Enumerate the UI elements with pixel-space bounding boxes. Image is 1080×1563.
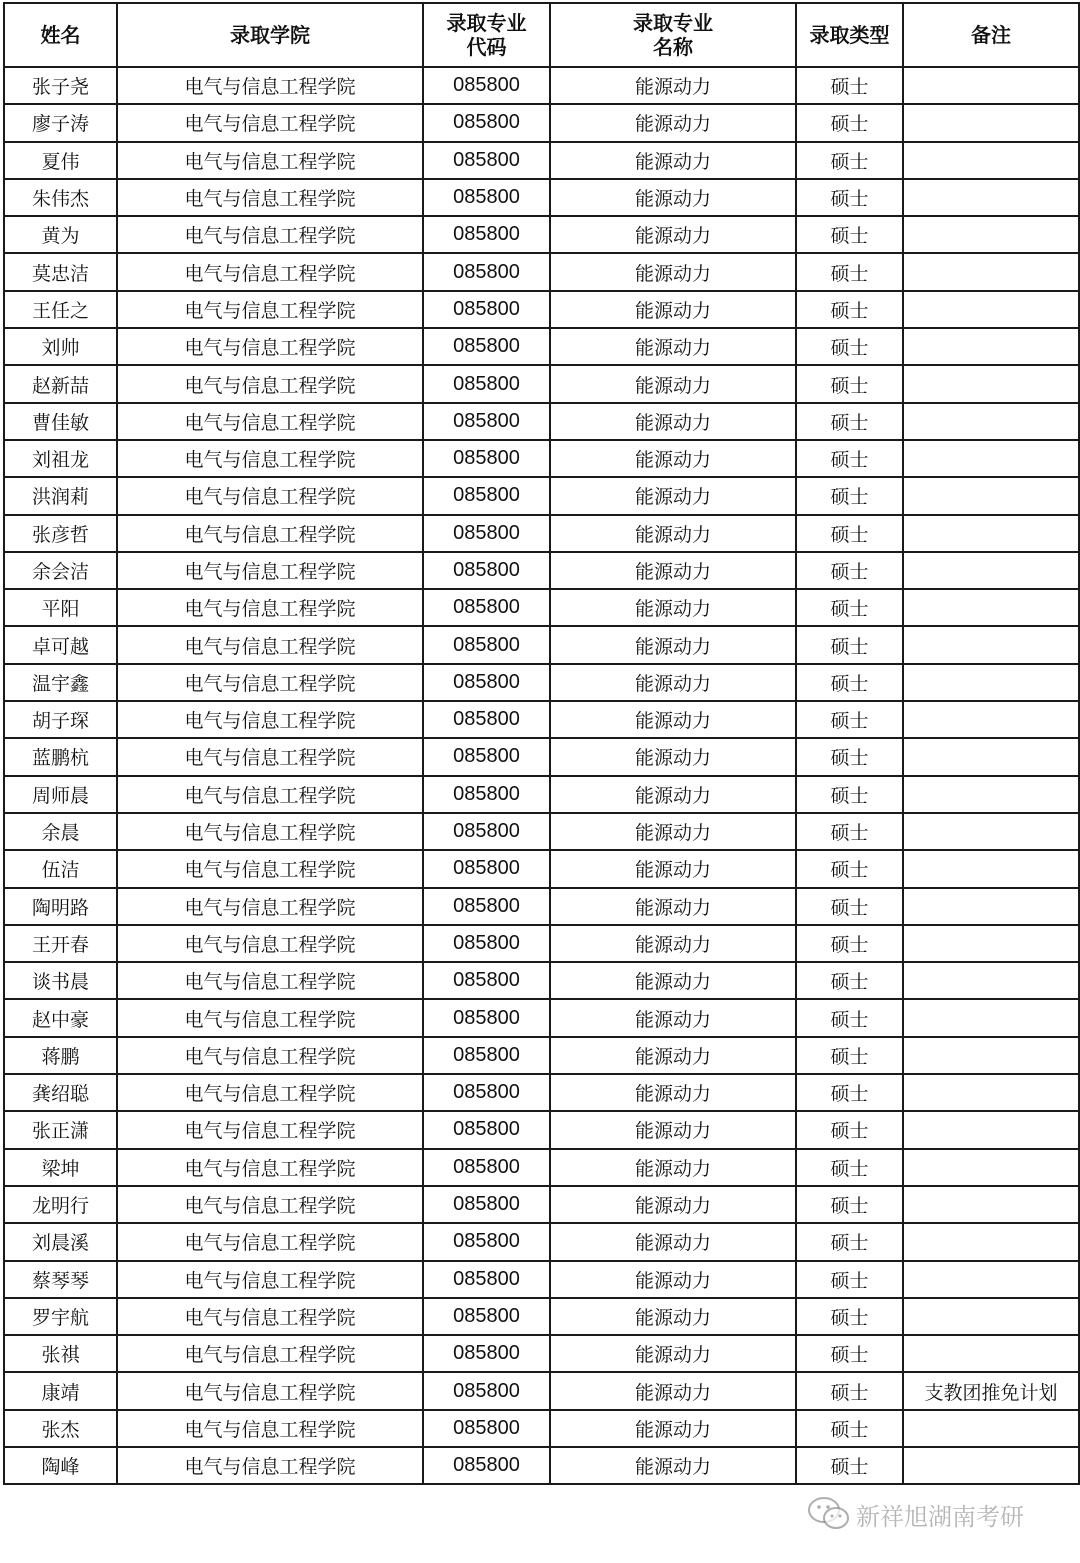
cell-college: 电气与信息工程学院	[117, 142, 423, 179]
cell-major: 能源动力	[550, 253, 796, 290]
cell-code: 085800	[423, 776, 550, 813]
cell-type: 硕士	[796, 813, 903, 850]
cell-major: 能源动力	[550, 1372, 796, 1409]
cell-code: 085800	[423, 515, 550, 552]
table-header	[4, 3, 1079, 67]
cell-major: 能源动力	[550, 142, 796, 179]
cell-major: 能源动力	[550, 626, 796, 663]
cell-code: 085800	[423, 1074, 550, 1111]
cell-note	[903, 1149, 1079, 1186]
cell-major: 能源动力	[550, 1298, 796, 1335]
table-row	[4, 626, 1079, 663]
table-row	[4, 477, 1079, 514]
cell-name: 曹佳敏	[4, 403, 117, 440]
cell-type: 硕士	[796, 67, 903, 104]
table-row	[4, 589, 1079, 626]
cell-college: 电气与信息工程学院	[117, 701, 423, 738]
cell-college: 电气与信息工程学院	[117, 1186, 423, 1223]
cell-type: 硕士	[796, 925, 903, 962]
cell-name: 张祺	[4, 1335, 117, 1372]
table-row	[4, 552, 1079, 589]
header-major	[550, 3, 796, 67]
cell-name: 龙明行	[4, 1186, 117, 1223]
header-college: 录取学院	[117, 3, 423, 67]
cell-major: 能源动力	[550, 515, 796, 552]
table-row	[4, 850, 1079, 887]
cell-major: 能源动力	[550, 477, 796, 514]
header-note: 备注	[903, 3, 1079, 67]
cell-note	[903, 440, 1079, 477]
cell-code: 085800	[423, 1223, 550, 1260]
cell-note	[903, 1410, 1079, 1447]
cell-type: 硕士	[796, 701, 903, 738]
cell-name: 蓝鹏杭	[4, 738, 117, 775]
cell-major: 能源动力	[550, 1037, 796, 1074]
table-row	[4, 1074, 1079, 1111]
cell-name: 赵新喆	[4, 365, 117, 402]
cell-type: 硕士	[796, 776, 903, 813]
cell-name: 赵中豪	[4, 999, 117, 1036]
cell-type: 硕士	[796, 1149, 903, 1186]
cell-college: 电气与信息工程学院	[117, 365, 423, 402]
cell-major: 能源动力	[550, 925, 796, 962]
cell-major: 能源动力	[550, 1335, 796, 1372]
cell-name: 张杰	[4, 1410, 117, 1447]
cell-name: 刘晨溪	[4, 1223, 117, 1260]
cell-note	[903, 67, 1079, 104]
cell-note	[903, 589, 1079, 626]
cell-code: 085800	[423, 962, 550, 999]
cell-name: 谈书晨	[4, 962, 117, 999]
cell-type: 硕士	[796, 1298, 903, 1335]
cell-major: 能源动力	[550, 589, 796, 626]
cell-code: 085800	[423, 440, 550, 477]
cell-type: 硕士	[796, 1410, 903, 1447]
cell-name: 周师晨	[4, 776, 117, 813]
cell-name: 张正潇	[4, 1111, 117, 1148]
cell-code: 085800	[423, 626, 550, 663]
cell-college: 电气与信息工程学院	[117, 291, 423, 328]
cell-college: 电气与信息工程学院	[117, 440, 423, 477]
table-row	[4, 403, 1079, 440]
cell-major: 能源动力	[550, 701, 796, 738]
cell-major: 能源动力	[550, 104, 796, 141]
table-row	[4, 1298, 1079, 1335]
watermark	[806, 1494, 1056, 1534]
cell-college: 电气与信息工程学院	[117, 515, 423, 552]
cell-code: 085800	[423, 365, 550, 402]
cell-note	[903, 515, 1079, 552]
cell-type: 硕士	[796, 962, 903, 999]
cell-major: 能源动力	[550, 1149, 796, 1186]
cell-major: 能源动力	[550, 403, 796, 440]
table-row	[4, 776, 1079, 813]
cell-code: 085800	[423, 888, 550, 925]
cell-college: 电气与信息工程学院	[117, 1298, 423, 1335]
cell-name: 黄为	[4, 216, 117, 253]
cell-type: 硕士	[796, 142, 903, 179]
table-row	[4, 67, 1079, 104]
table-row	[4, 440, 1079, 477]
cell-note	[903, 738, 1079, 775]
cell-major: 能源动力	[550, 738, 796, 775]
cell-name: 罗宇航	[4, 1298, 117, 1335]
cell-code: 085800	[423, 477, 550, 514]
cell-note	[903, 142, 1079, 179]
table-row	[4, 962, 1079, 999]
cell-major: 能源动力	[550, 776, 796, 813]
cell-college: 电气与信息工程学院	[117, 664, 423, 701]
cell-name: 洪润莉	[4, 477, 117, 514]
cell-major: 能源动力	[550, 440, 796, 477]
cell-college: 电气与信息工程学院	[117, 477, 423, 514]
cell-college: 电气与信息工程学院	[117, 1111, 423, 1148]
cell-type: 硕士	[796, 626, 903, 663]
cell-name: 龚绍聪	[4, 1074, 117, 1111]
cell-note	[903, 1298, 1079, 1335]
cell-code: 085800	[423, 738, 550, 775]
cell-major: 能源动力	[550, 67, 796, 104]
table-row	[4, 179, 1079, 216]
cell-type: 硕士	[796, 403, 903, 440]
table-row	[4, 1447, 1079, 1484]
cell-college: 电气与信息工程学院	[117, 253, 423, 290]
cell-note	[903, 477, 1079, 514]
cell-name: 蒋鹏	[4, 1037, 117, 1074]
cell-type: 硕士	[796, 104, 903, 141]
cell-note	[903, 104, 1079, 141]
table-row	[4, 999, 1079, 1036]
watermark-text: 新祥旭湖南考研	[856, 1502, 1024, 1531]
cell-college: 电气与信息工程学院	[117, 1372, 423, 1409]
cell-major: 能源动力	[550, 962, 796, 999]
cell-code: 085800	[423, 1447, 550, 1484]
cell-college: 电气与信息工程学院	[117, 67, 423, 104]
cell-type: 硕士	[796, 1186, 903, 1223]
cell-note	[903, 291, 1079, 328]
cell-code: 085800	[423, 925, 550, 962]
cell-note	[903, 664, 1079, 701]
header-row	[4, 3, 1079, 67]
cell-name: 廖子涛	[4, 104, 117, 141]
cell-type: 硕士	[796, 1074, 903, 1111]
table-row	[4, 365, 1079, 402]
cell-code: 085800	[423, 552, 550, 589]
table-row	[4, 216, 1079, 253]
cell-college: 电气与信息工程学院	[117, 738, 423, 775]
cell-type: 硕士	[796, 552, 903, 589]
cell-college: 电气与信息工程学院	[117, 1410, 423, 1447]
cell-type: 硕士	[796, 291, 903, 328]
cell-note	[903, 328, 1079, 365]
cell-note	[903, 962, 1079, 999]
cell-type: 硕士	[796, 1037, 903, 1074]
table-row	[4, 104, 1079, 141]
cell-name: 余晨	[4, 813, 117, 850]
admission-table	[3, 2, 1080, 1485]
cell-name: 陶明路	[4, 888, 117, 925]
cell-code: 085800	[423, 216, 550, 253]
cell-college: 电气与信息工程学院	[117, 888, 423, 925]
cell-college: 电气与信息工程学院	[117, 962, 423, 999]
cell-type: 硕士	[796, 1223, 903, 1260]
cell-note	[903, 626, 1079, 663]
cell-college: 电气与信息工程学院	[117, 1037, 423, 1074]
cell-note	[903, 179, 1079, 216]
cell-code: 085800	[423, 179, 550, 216]
cell-type: 硕士	[796, 664, 903, 701]
table-row	[4, 701, 1079, 738]
cell-college: 电气与信息工程学院	[117, 403, 423, 440]
header-major-text: 录取专业名称	[633, 11, 713, 59]
cell-major: 能源动力	[550, 999, 796, 1036]
cell-major: 能源动力	[550, 664, 796, 701]
table-row	[4, 664, 1079, 701]
cell-type: 硕士	[796, 1111, 903, 1148]
cell-code: 085800	[423, 1037, 550, 1074]
cell-major: 能源动力	[550, 328, 796, 365]
cell-major: 能源动力	[550, 888, 796, 925]
cell-major: 能源动力	[550, 1410, 796, 1447]
cell-name: 刘帅	[4, 328, 117, 365]
cell-type: 硕士	[796, 477, 903, 514]
cell-code: 085800	[423, 850, 550, 887]
table-row	[4, 813, 1079, 850]
cell-code: 085800	[423, 142, 550, 179]
cell-type: 硕士	[796, 1261, 903, 1298]
cell-code: 085800	[423, 253, 550, 290]
cell-note	[903, 701, 1079, 738]
cell-note	[903, 1261, 1079, 1298]
table-row	[4, 328, 1079, 365]
cell-college: 电气与信息工程学院	[117, 1335, 423, 1372]
cell-college: 电气与信息工程学院	[117, 179, 423, 216]
header-code-text: 录取专业代码	[446, 11, 527, 59]
cell-type: 硕士	[796, 738, 903, 775]
cell-type: 硕士	[796, 328, 903, 365]
cell-major: 能源动力	[550, 291, 796, 328]
cell-code: 085800	[423, 589, 550, 626]
cell-note	[903, 1223, 1079, 1260]
cell-code: 085800	[423, 664, 550, 701]
cell-note	[903, 1037, 1079, 1074]
table-row	[4, 253, 1079, 290]
cell-type: 硕士	[796, 888, 903, 925]
header-type: 录取类型	[796, 3, 903, 67]
table-body	[4, 67, 1079, 1484]
cell-name: 梁坤	[4, 1149, 117, 1186]
cell-college: 电气与信息工程学院	[117, 1223, 423, 1260]
cell-name: 莫忠洁	[4, 253, 117, 290]
cell-type: 硕士	[796, 999, 903, 1036]
cell-note	[903, 850, 1079, 887]
cell-code: 085800	[423, 67, 550, 104]
cell-code: 085800	[423, 1261, 550, 1298]
cell-major: 能源动力	[550, 1186, 796, 1223]
cell-name: 平阳	[4, 589, 117, 626]
cell-code: 085800	[423, 104, 550, 141]
cell-note	[903, 1186, 1079, 1223]
cell-college: 电气与信息工程学院	[117, 776, 423, 813]
table-row	[4, 1223, 1079, 1260]
cell-note	[903, 216, 1079, 253]
cell-college: 电气与信息工程学院	[117, 1447, 423, 1484]
cell-code: 085800	[423, 328, 550, 365]
cell-note	[903, 1447, 1079, 1484]
cell-major: 能源动力	[550, 1447, 796, 1484]
cell-major: 能源动力	[550, 216, 796, 253]
table-row	[4, 925, 1079, 962]
cell-major: 能源动力	[550, 850, 796, 887]
table-row	[4, 1410, 1079, 1447]
cell-code: 085800	[423, 1149, 550, 1186]
cell-major: 能源动力	[550, 179, 796, 216]
cell-name: 余会洁	[4, 552, 117, 589]
cell-note	[903, 999, 1079, 1036]
cell-college: 电气与信息工程学院	[117, 626, 423, 663]
table-row	[4, 888, 1079, 925]
table-row	[4, 291, 1079, 328]
cell-name: 卓可越	[4, 626, 117, 663]
cell-note	[903, 813, 1079, 850]
cell-college: 电气与信息工程学院	[117, 999, 423, 1036]
header-name: 姓名	[4, 3, 117, 67]
cell-name: 夏伟	[4, 142, 117, 179]
cell-college: 电气与信息工程学院	[117, 1261, 423, 1298]
cell-type: 硕士	[796, 365, 903, 402]
cell-type: 硕士	[796, 1335, 903, 1372]
header-code	[423, 3, 550, 67]
table-row	[4, 1335, 1079, 1372]
cell-note	[903, 552, 1079, 589]
cell-note: 支教团推免计划	[903, 1372, 1079, 1409]
cell-name: 胡子琛	[4, 701, 117, 738]
cell-code: 085800	[423, 1298, 550, 1335]
cell-college: 电气与信息工程学院	[117, 216, 423, 253]
cell-name: 朱伟杰	[4, 179, 117, 216]
cell-code: 085800	[423, 999, 550, 1036]
cell-college: 电气与信息工程学院	[117, 589, 423, 626]
table-row	[4, 1372, 1079, 1409]
cell-code: 085800	[423, 1186, 550, 1223]
cell-note	[903, 253, 1079, 290]
cell-note	[903, 1074, 1079, 1111]
cell-type: 硕士	[796, 253, 903, 290]
cell-name: 王开春	[4, 925, 117, 962]
cell-college: 电气与信息工程学院	[117, 328, 423, 365]
table-row	[4, 1186, 1079, 1223]
table-row	[4, 142, 1079, 179]
table-row	[4, 1037, 1079, 1074]
cell-name: 张彦哲	[4, 515, 117, 552]
cell-note	[903, 1111, 1079, 1148]
cell-type: 硕士	[796, 850, 903, 887]
cell-note	[903, 925, 1079, 962]
cell-college: 电气与信息工程学院	[117, 104, 423, 141]
cell-type: 硕士	[796, 1372, 903, 1409]
cell-name: 王任之	[4, 291, 117, 328]
cell-code: 085800	[423, 1372, 550, 1409]
cell-college: 电气与信息工程学院	[117, 1149, 423, 1186]
cell-note	[903, 888, 1079, 925]
cell-college: 电气与信息工程学院	[117, 1074, 423, 1111]
cell-name: 张子尧	[4, 67, 117, 104]
cell-note	[903, 1335, 1079, 1372]
cell-code: 085800	[423, 813, 550, 850]
cell-code: 085800	[423, 403, 550, 440]
cell-major: 能源动力	[550, 1074, 796, 1111]
cell-name: 伍洁	[4, 850, 117, 887]
wechat-icon	[806, 1494, 852, 1534]
table-row	[4, 1261, 1079, 1298]
table-row	[4, 515, 1079, 552]
cell-code: 085800	[423, 701, 550, 738]
cell-name: 康靖	[4, 1372, 117, 1409]
cell-code: 085800	[423, 291, 550, 328]
cell-note	[903, 365, 1079, 402]
cell-note	[903, 776, 1079, 813]
cell-type: 硕士	[796, 216, 903, 253]
table-row	[4, 1111, 1079, 1148]
cell-major: 能源动力	[550, 1111, 796, 1148]
cell-name: 蔡琴琴	[4, 1261, 117, 1298]
cell-code: 085800	[423, 1335, 550, 1372]
cell-type: 硕士	[796, 515, 903, 552]
cell-major: 能源动力	[550, 365, 796, 402]
cell-major: 能源动力	[550, 1261, 796, 1298]
cell-note	[903, 403, 1079, 440]
cell-type: 硕士	[796, 440, 903, 477]
cell-type: 硕士	[796, 1447, 903, 1484]
cell-major: 能源动力	[550, 552, 796, 589]
cell-name: 刘祖龙	[4, 440, 117, 477]
cell-name: 陶峰	[4, 1447, 117, 1484]
cell-type: 硕士	[796, 589, 903, 626]
cell-major: 能源动力	[550, 1223, 796, 1260]
table-row	[4, 738, 1079, 775]
cell-college: 电气与信息工程学院	[117, 850, 423, 887]
cell-code: 085800	[423, 1410, 550, 1447]
table-row	[4, 1149, 1079, 1186]
cell-college: 电气与信息工程学院	[117, 925, 423, 962]
cell-type: 硕士	[796, 179, 903, 216]
cell-major: 能源动力	[550, 813, 796, 850]
cell-college: 电气与信息工程学院	[117, 552, 423, 589]
cell-college: 电气与信息工程学院	[117, 813, 423, 850]
cell-code: 085800	[423, 1111, 550, 1148]
cell-name: 温宇鑫	[4, 664, 117, 701]
